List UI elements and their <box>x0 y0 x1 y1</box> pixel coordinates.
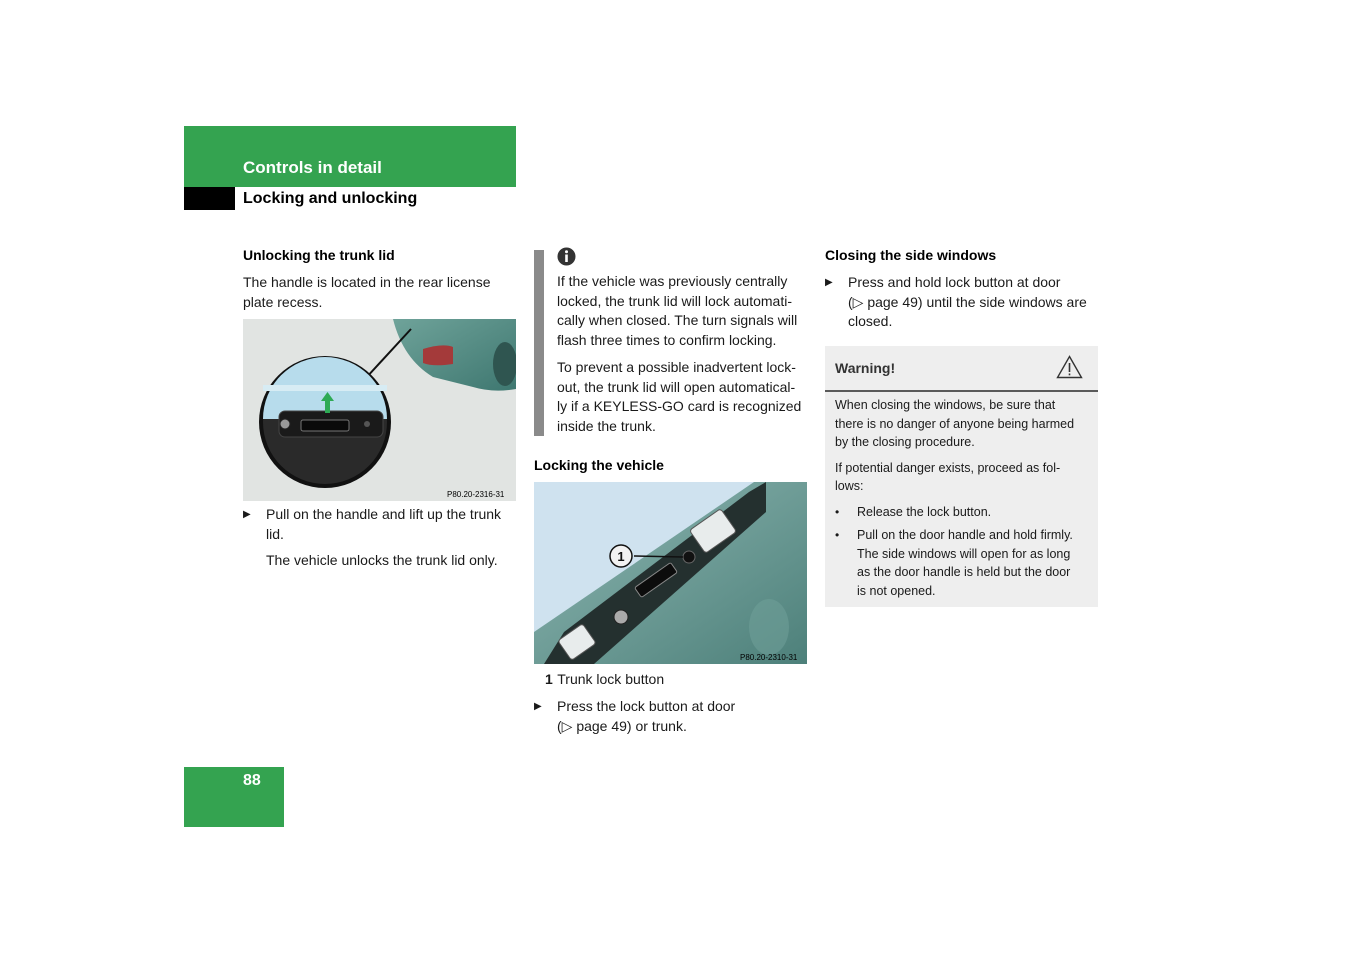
info-line: ly if a KEYLESS-GO card is recognized <box>557 398 802 414</box>
info-line: flash three times to confirm locking. <box>557 331 777 348</box>
section-marker <box>184 187 235 210</box>
callout-1: 1 <box>617 549 625 564</box>
bullet-dot-icon: • <box>835 504 840 519</box>
unlock-step <box>243 505 516 544</box>
warning-item-line: The side windows will open for as long <box>857 546 1071 561</box>
info-line: If the vehicle was previously centrally <box>557 273 788 289</box>
heading-unlocking-trunk: Unlocking the trunk lid <box>243 247 395 263</box>
info-sidebar-bar <box>534 250 544 436</box>
warning-line: by the closing procedure. <box>835 435 975 449</box>
step-line: Press and hold lock button at door <box>848 274 1061 290</box>
figure-code: P80.20-2310-31 <box>740 653 798 662</box>
warning-item-line: Release the lock button. <box>857 504 992 519</box>
warning-line: When closing the windows, be sure that <box>835 398 1056 412</box>
warning-body <box>835 396 1093 600</box>
warning-line: If potential danger exists, proceed as fol- <box>835 460 1061 475</box>
warning-list-item <box>835 503 1093 522</box>
info-line: out, the trunk lid will open automatical- <box>557 378 796 395</box>
intro-line: The handle is located in the rear license <box>243 274 491 290</box>
close-windows-step <box>825 273 1098 332</box>
step-line: lid. <box>266 525 284 542</box>
page-number: 88 <box>243 772 261 789</box>
heading-closing-windows: Closing the side windows <box>825 247 997 263</box>
step-line: Press the lock button at door <box>557 698 736 714</box>
figure-code: P80.20-2316-31 <box>447 490 505 499</box>
warning-line: lows: <box>835 479 864 493</box>
warning-item-line: as the door handle is held but the door <box>857 565 1071 579</box>
warning-list-item <box>835 526 1093 600</box>
trunk-lock-button-figure <box>534 482 807 664</box>
trunk-handle-figure <box>243 319 516 501</box>
info-line: inside the trunk. <box>557 417 656 434</box>
trunk-handle-illustration <box>243 319 516 501</box>
step-line: (▷ page 49) until the side windows are <box>848 293 1087 310</box>
section-title: Locking and unlocking <box>243 190 418 207</box>
step-line: closed. <box>848 313 893 329</box>
info-line: cally when closed. The turn signals will <box>557 312 798 328</box>
step-line: Pull on the handle and lift up the trunk <box>266 506 502 522</box>
info-icon <box>557 247 576 266</box>
triangle-right-icon: ▶ <box>243 509 251 520</box>
step-line: (▷ page 49) or trunk. <box>557 717 687 734</box>
info-line: To prevent a possible inadvertent lock- <box>557 359 796 375</box>
triangle-right-icon: ▶ <box>534 701 542 712</box>
page-number-box <box>184 767 284 827</box>
chapter-title: Controls in detail <box>243 158 382 177</box>
figure-caption <box>545 670 664 690</box>
triangle-right-icon: ▶ <box>825 277 833 288</box>
lock-step <box>534 697 807 736</box>
unlock-result: The vehicle unlocks the trunk lid only. <box>266 552 498 568</box>
warning-item-line: Pull on the door handle and hold firmly. <box>857 528 1073 542</box>
caption-number: 1 <box>545 671 553 687</box>
bullet-dot-icon: • <box>835 528 840 542</box>
trunk-lock-illustration <box>534 482 807 664</box>
warning-title: Warning! <box>835 360 896 376</box>
info-note <box>557 272 809 436</box>
warning-item-line: is not opened. <box>857 583 936 598</box>
intro-line: plate recess. <box>243 293 323 310</box>
warning-divider <box>825 390 1098 392</box>
warning-triangle-icon <box>1056 355 1083 379</box>
heading-locking-vehicle: Locking the vehicle <box>534 457 664 473</box>
caption-text: Trunk lock button <box>557 671 665 687</box>
info-line: locked, the trunk lid will lock automati- <box>557 292 792 309</box>
intro-text <box>243 273 516 312</box>
warning-line: there is no danger of anyone being harmed <box>835 416 1075 431</box>
